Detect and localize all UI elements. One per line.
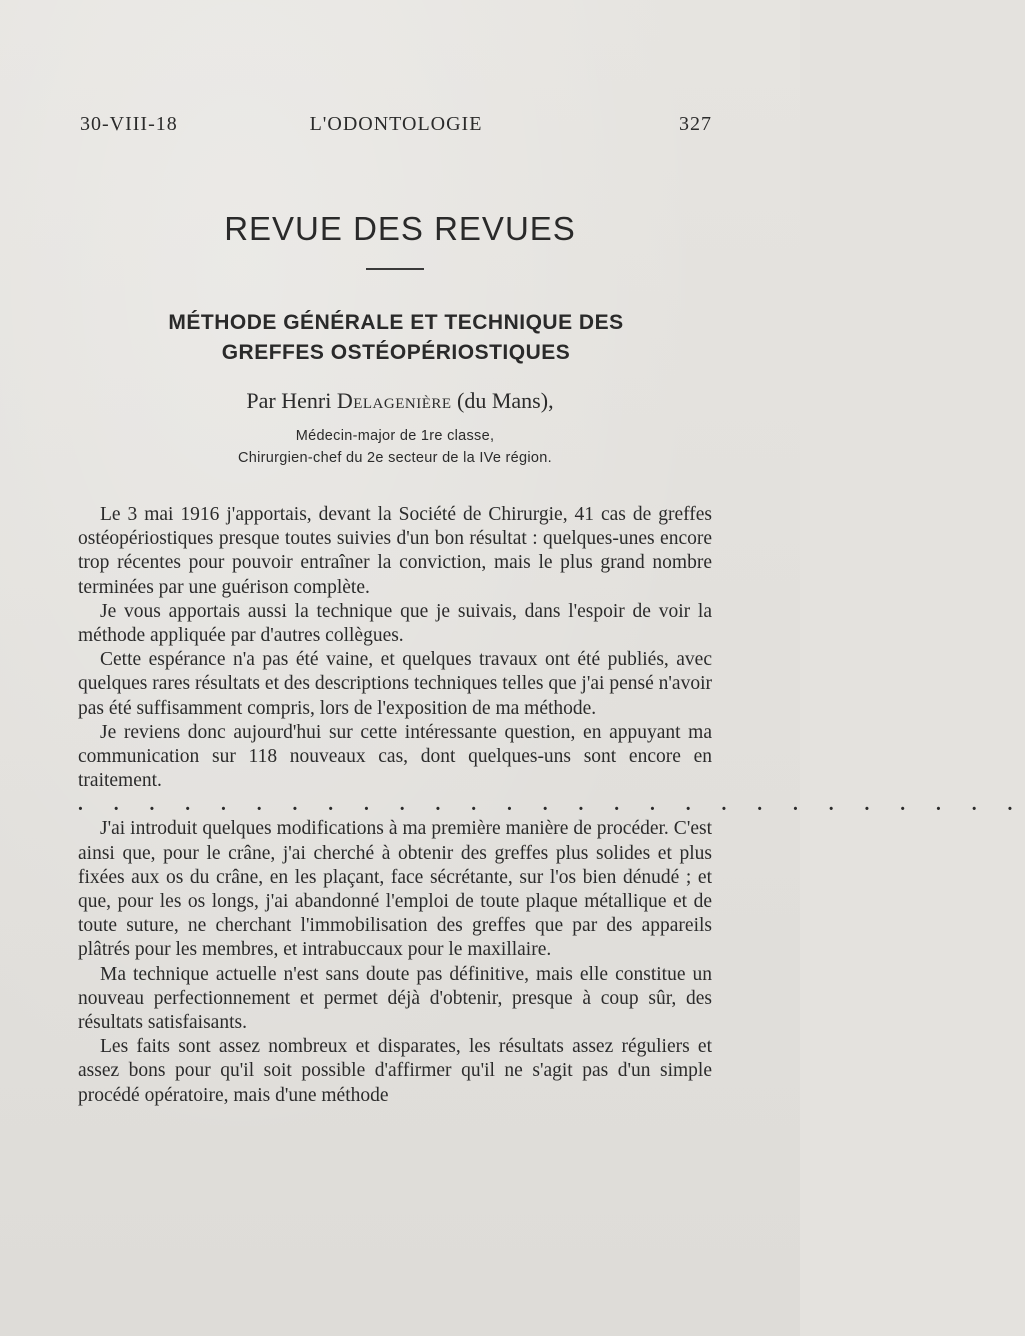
byline-suffix: (du Mans), [457,388,554,413]
paragraph: Les faits sont assez nombreux et disparates, les résultats assez réguliers et assez bons pour qu'il soit possible d'affirmer qu'il ne s'agit pas d'un simple procédé opératoire, mais d'une méthode [78,1036,712,1106]
author-surname: Delagenière [336,388,452,413]
page-number: 327 [679,113,712,135]
author-credentials [0,425,790,469]
byline [0,388,800,414]
credential-line-1: Médecin-major de 1re classe, [295,428,495,444]
article-title-line-2: GREFFES OSTÉOPÉRIOSTIQUES [221,341,571,364]
title-divider [366,268,424,270]
article-title [80,308,712,368]
credential-line-2: Chirurgien-chef du 2e secteur de la IVe région. [238,450,552,466]
section-title: REVUE DES REVUES [224,210,576,247]
paragraph: Ma technique actuelle n'est sans doute pas définitive, mais elle constitue un nouveau perfectionnement et permet déjà d'obtenir, presque à coup sûr, des résultats satisfaisants. [78,963,712,1034]
paragraph: J'ai introduit quelques modifications à ma première manière de procéder. C'est ainsi que, pour le crâne, j'ai cherché à obtenir des greffes plus solides et plus fixées aux os du crâne, en les plaçant, face sécrétante, sur l'os bien dénudé ; et que, pour les os longs, j'ai abandonné l'emploi de toute plaque métallique et de toute suture, ne cherchant l'immobilisation des greffes que par des appareils plâtrés pour les membres, et intrabuccaux pour le maxillaire. [78,818,712,961]
journal-name: L'ODONTOLOGIE [309,113,483,135]
paragraph: Je reviens donc aujourd'hui sur cette intéressante question, en appuyant ma communication sur 118 nouveaux cas, dont quelques-uns sont encore en traitement. [78,721,712,792]
article-title-line-1: MÉTHODE GÉNÉRALE ET TECHNIQUE DES [168,311,624,334]
article-body [78,503,1025,1108]
paragraph: Le 3 mai 1916 j'apportais, devant la Société de Chirurgie, 41 cas de greffes ostéopériostiques presque toutes suivies d'un bon résultat : quelques-unes encore trop récentes pour pouvoir entraîner la conviction, mais le plus grand nombre terminées par une guérison complète. [78,504,712,598]
issue-date: 30-VIII-18 [80,113,178,135]
ellipsis-separator: . . . . . . . . . . . . . . . . . . . . . . . . . . . [78,794,1025,816]
paragraph: Cette espérance n'a pas été vaine, et quelques travaux ont été publiés, avec quelques rares résultats et des descriptions techniques telles que j'ai pensé n'avoir pas été suffisamment compris, lors de l'exposition de ma méthode. [78,649,712,719]
byline-prefix: Par Henri [246,388,332,413]
paragraph: Je vous apportais aussi la technique que je suivais, dans l'espoir de voir la méthode appliquée par d'autres collègues. [78,600,712,647]
running-header [80,113,712,141]
